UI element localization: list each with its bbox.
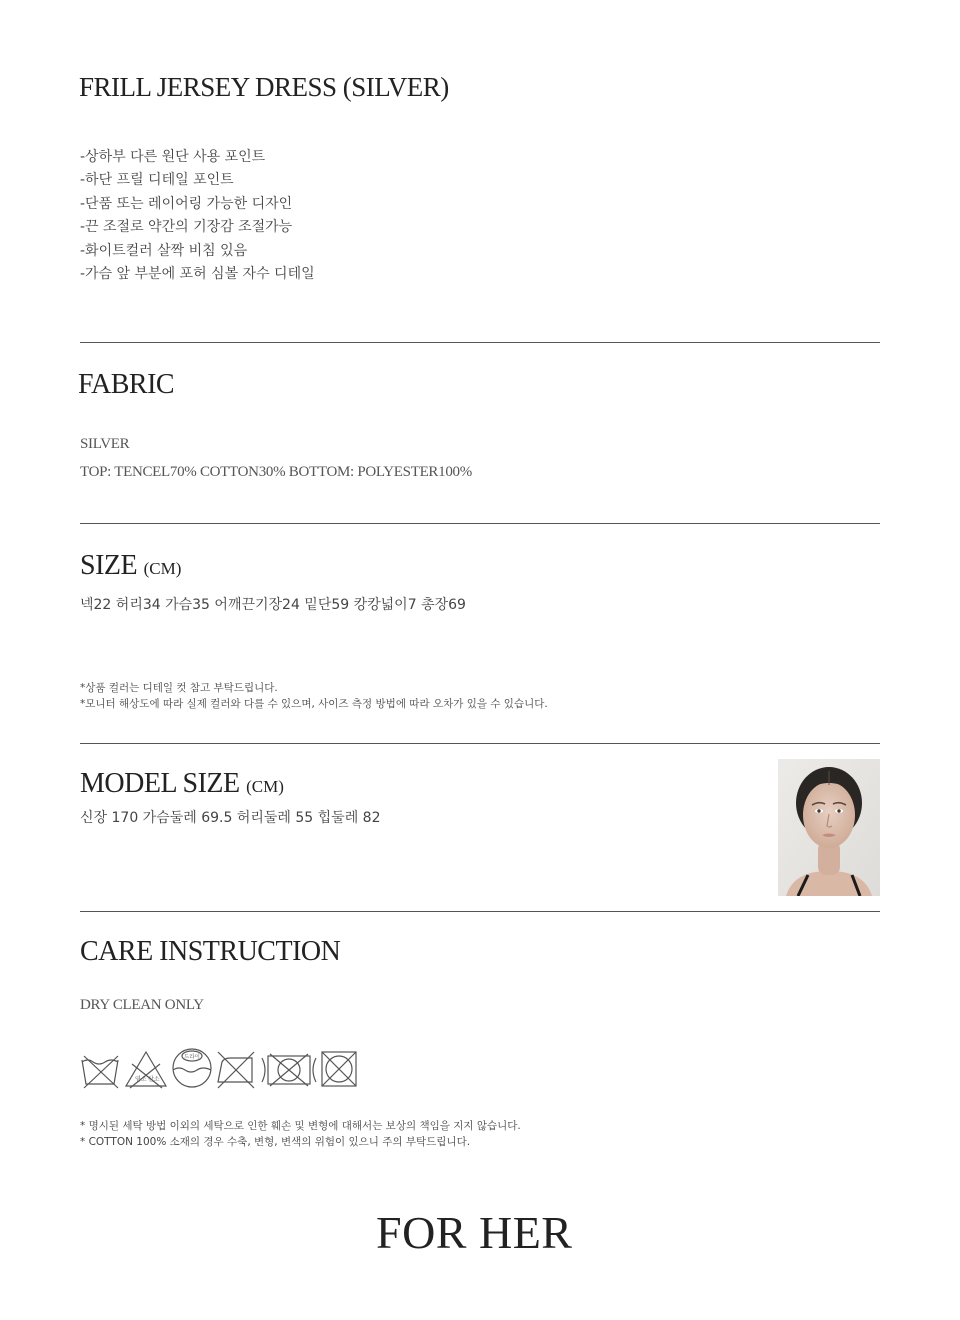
no-tumble-dry-icon — [262, 1054, 316, 1086]
no-wash-icon — [82, 1056, 118, 1088]
feature-list — [80, 146, 315, 286]
model-measurements: 신장 170 가슴둘레 69.5 허리둘레 55 힙둘레 82 — [80, 810, 381, 826]
product-title: FRILL JERSEY DRESS (SILVER) — [79, 72, 449, 102]
feature-item: -상하부 다른 원단 사용 포인트 — [80, 149, 266, 165]
size-title: SIZE — [80, 550, 138, 581]
feature-item: -가슴 앞 부분에 포허 심볼 자수 디테일 — [80, 266, 315, 283]
model-portrait-image — [778, 759, 880, 896]
care-note: * COTTON 100% 소재의 경우 수축, 변형, 변색의 위험이 있으니 주의 부탁드립니다. — [80, 1136, 471, 1148]
size-notes — [80, 680, 548, 712]
divider — [80, 523, 880, 524]
care-notes — [80, 1118, 521, 1150]
dry-clean-icon — [173, 1049, 211, 1087]
feature-item: -단품 또는 레이어링 가능한 디자인 — [80, 195, 293, 212]
bleach-right-label: 산소 — [148, 1076, 160, 1083]
size-unit: (CM) — [143, 559, 182, 578]
care-heading: CARE INSTRUCTION — [80, 936, 341, 967]
fabric-color: SILVER — [80, 436, 130, 452]
fabric-heading: FABRIC — [78, 369, 175, 400]
feature-item: -화이트컬러 살짝 비침 있음 — [80, 242, 248, 259]
no-iron-icon — [218, 1052, 254, 1088]
no-wring-icon — [322, 1052, 356, 1086]
size-heading — [80, 550, 181, 582]
dry-clean-label: 드라이 — [184, 1054, 200, 1061]
size-measurements: 넥22 허리34 가슴35 어깨끈기장24 밑단59 캉캉넓이7 총장69 — [80, 597, 466, 613]
size-note: *모니터 해상도에 따라 실제 컬러와 다를 수 있으며, 사이즈 측정 방법에 따라 오차가 있을 수 있습니다. — [80, 698, 548, 710]
model-size-title: MODEL SIZE — [80, 768, 240, 799]
feature-item: -하단 프릴 디테일 포인트 — [80, 172, 234, 189]
divider — [80, 342, 880, 343]
model-size-heading — [80, 768, 284, 800]
size-note: *상품 컬러는 디테일 컷 참고 부탁드립니다. — [80, 682, 278, 694]
care-icon-row — [80, 1048, 370, 1092]
care-method: DRY CLEAN ONLY — [80, 997, 204, 1013]
feature-item: -끈 조절로 약간의 기장감 조절가능 — [80, 219, 293, 236]
brand-logo: FOR HER — [376, 1207, 573, 1258]
model-photo — [778, 759, 880, 896]
divider — [80, 743, 880, 744]
divider — [80, 911, 880, 912]
fabric-composition: TOP: TENCEL70% COTTON30% BOTTOM: POLYESTER100% — [80, 464, 472, 480]
care-note: * 명시된 세탁 방법 이외의 세탁으로 인한 훼손 및 변형에 대해서는 보상의 책임을 지지 않습니다. — [80, 1120, 521, 1132]
model-size-unit: (CM) — [246, 777, 284, 796]
no-bleach-icon — [126, 1052, 166, 1088]
bleach-left-label: 염소 — [135, 1076, 147, 1083]
